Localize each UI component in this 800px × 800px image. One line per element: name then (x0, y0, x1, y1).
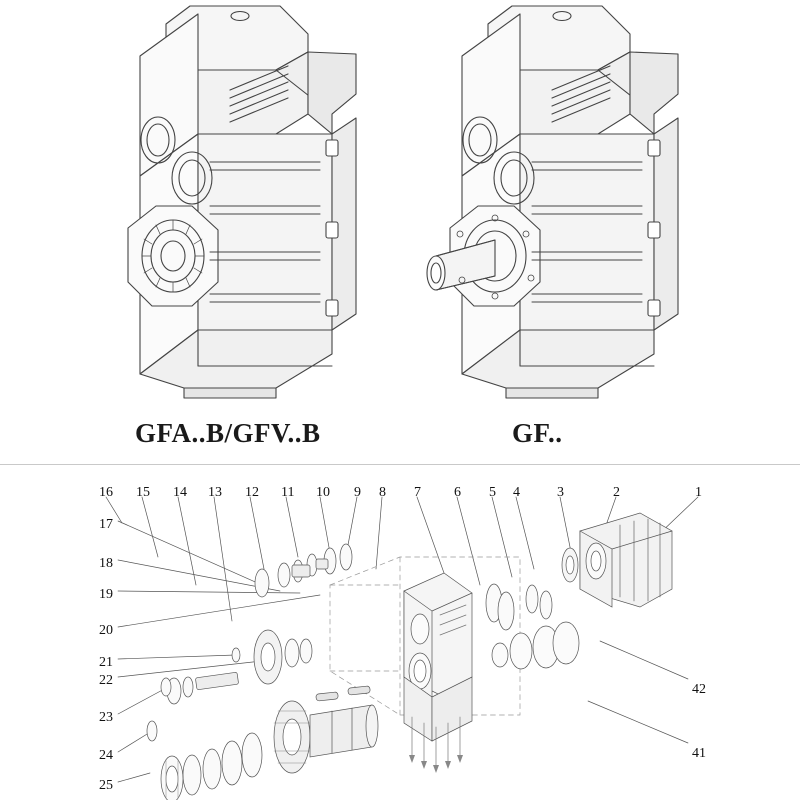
callout-16: 16 (99, 485, 113, 500)
callout-14: 14 (173, 485, 187, 500)
callout-18: 18 (99, 556, 113, 571)
callout-24: 24 (99, 748, 113, 763)
callout-41: 41 (692, 746, 706, 761)
callout-2: 2 (613, 485, 620, 500)
callout-42: 42 (692, 682, 706, 697)
callout-12: 12 (245, 485, 259, 500)
callout-22: 22 (99, 673, 113, 688)
exploded-parts-drawing (0, 465, 800, 800)
callout-7: 7 (414, 485, 421, 500)
callout-1: 1 (695, 485, 702, 500)
callout-17: 17 (99, 517, 113, 532)
callout-15: 15 (136, 485, 150, 500)
callout-13: 13 (208, 485, 222, 500)
callout-21: 21 (99, 655, 113, 670)
callout-25: 25 (99, 778, 113, 793)
callout-4: 4 (513, 485, 520, 500)
callout-6: 6 (454, 485, 461, 500)
callout-3: 3 (557, 485, 564, 500)
gearbox-left-view (80, 0, 380, 404)
callout-23: 23 (99, 710, 113, 725)
callout-20: 20 (99, 623, 113, 638)
caption-right: GF.. (512, 418, 563, 448)
gearbox-right-view (400, 0, 720, 404)
callout-8: 8 (379, 485, 386, 500)
callout-11: 11 (281, 485, 295, 500)
callout-10: 10 (316, 485, 330, 500)
exploded-diagram-section (0, 465, 800, 800)
callout-19: 19 (99, 587, 113, 602)
caption-left: GFA..B/GFV..B (135, 418, 321, 448)
callout-9: 9 (354, 485, 361, 500)
callout-5: 5 (489, 485, 496, 500)
